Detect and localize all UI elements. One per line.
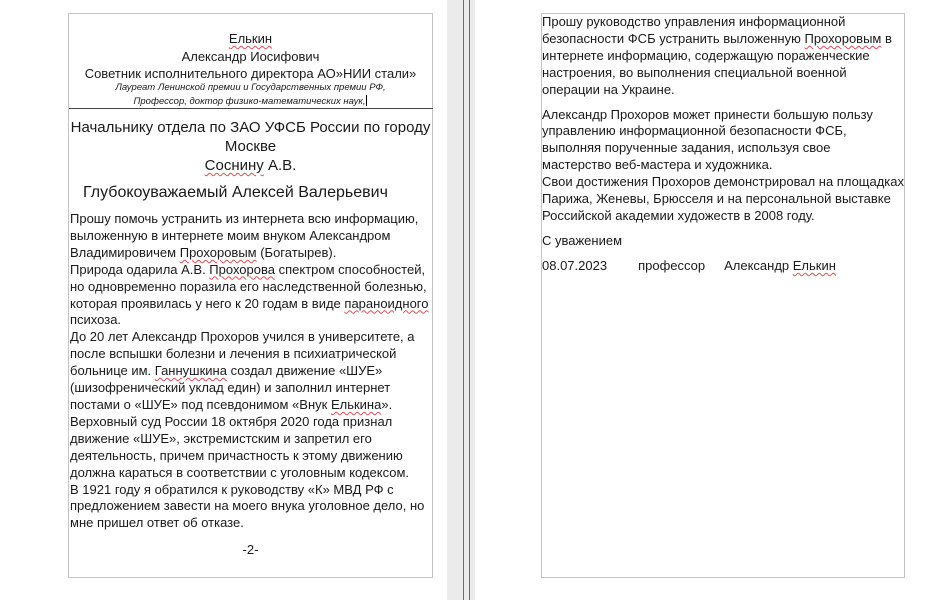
addressee-line-1: Начальнику отдела по ЗАО УФСБ России по городу: [70, 119, 431, 136]
left-body-line: движение «ШУЕ», экстремистским и запретил его: [70, 430, 372, 446]
paragraph-benefit: [542, 107, 904, 225]
left-body-line: предложением завести на моего внука уголовное дело, но: [70, 498, 425, 514]
left-body-line: которая проявилась у него к 20 годам в виде параноидного: [70, 295, 429, 311]
author-title: Советник исполнительного директора АО»НИИ стали»: [84, 66, 417, 81]
signature-name: Александр Елькин: [724, 258, 836, 273]
signature-role: профессор: [638, 258, 706, 273]
closing: С уважением: [542, 232, 623, 248]
document-page-2[interactable]: [68, 13, 433, 578]
right-body-2-line: управлению информационной безопасности ФСБ,: [542, 123, 847, 139]
paragraph-request: [542, 14, 904, 99]
right-body-1-line: операции на Украине.: [542, 81, 675, 97]
addressee-line-3: Соснину А.В.: [204, 157, 297, 174]
left-body-line: после вспышки болезни и лечения в психиатрической: [70, 346, 397, 362]
left-body-line: В 1921 году я обратился к руководству «К» МВД РФ с: [70, 481, 394, 497]
header-divider: [69, 108, 433, 109]
author-name: Александр Иосифович: [181, 49, 320, 64]
left-body-line: но одновременно поразила его наследственной болезнью,: [70, 278, 427, 294]
left-body-line: выложенную в интернете моим внуком Александром: [70, 227, 391, 243]
author-laureate-line-2: Профессор, доктор физико-математических наук,: [133, 96, 366, 107]
page-gutter: [447, 0, 475, 600]
signature-date: 08.07.2023: [542, 258, 608, 273]
right-body-2-line: мастерство веб-мастера и художника.: [542, 157, 773, 173]
addressee-line-2: Москве: [224, 138, 277, 155]
page-number: -2-: [242, 542, 259, 557]
left-body-line: мне пришел ответ об отказе.: [70, 515, 244, 531]
right-body-2-line: Российской академии художеств в 2008 году.: [542, 207, 815, 223]
right-body-1-line: интернете информацию, содержащую пораженческие: [542, 47, 870, 63]
right-body-1-line: настроения, во выполнения специальной военной: [542, 64, 847, 80]
author-surname: Елькин: [228, 31, 273, 46]
left-body-line: деятельность, причем причастность к этому движению: [70, 447, 403, 463]
right-body-2-line: Парижа, Женевы, Брюсселя и на персональной выставке: [542, 191, 891, 207]
left-body-line: До 20 лет Александр Прохоров учился в университете, а: [70, 329, 415, 345]
left-body-line: Верховный суд России 18 октября 2020 года признал: [70, 413, 393, 429]
letter-body-left[interactable]: [70, 211, 432, 532]
letter-body-right[interactable]: [542, 14, 904, 250]
left-body-line: больнице им. Ганнушкина создал движение «ШУЕ»: [70, 363, 383, 379]
left-body-line: Прошу помочь устранить из интернета всю информацию,: [70, 211, 419, 226]
left-body-line: (шизофренический уклад един) и заполнил интернет: [70, 380, 391, 396]
left-body-line: постами о «ШУЕ» под псевдонимом «Внук Елькина».: [70, 396, 393, 412]
text-cursor: [366, 95, 367, 106]
left-body-line: Владимировичем Прохоровым (Богатырев).: [70, 244, 337, 260]
right-body-2-line: выполняя порученные задания, используя свое: [542, 140, 831, 156]
document-page-3[interactable]: [541, 13, 905, 578]
author-laureate-line-1: Лауреат Ленинской премии и Государственных премии РФ,: [115, 82, 386, 93]
right-body-1-line: безопасности ФСБ устранить выложенную Прохоровым в: [542, 30, 892, 46]
right-body-1-line: Прошу руководство управления информационной: [542, 14, 846, 29]
signature-line: [542, 258, 836, 273]
left-body-line: психоза.: [70, 312, 122, 328]
left-body-line: должна караться в соответствии с уголовным кодексом.: [70, 464, 410, 480]
letterhead: [69, 14, 432, 110]
right-body-2-line: Александр Прохоров может принести большую пользу: [542, 106, 873, 122]
right-body-2-line: Свои достижения Прохоров демонстрировал на площадках: [542, 174, 905, 190]
left-body-line: Природа одарила А.В. Прохорова спектром способностей,: [70, 261, 426, 277]
greeting: Глубокоуважаемый Алексей Валерьевич: [83, 184, 388, 201]
